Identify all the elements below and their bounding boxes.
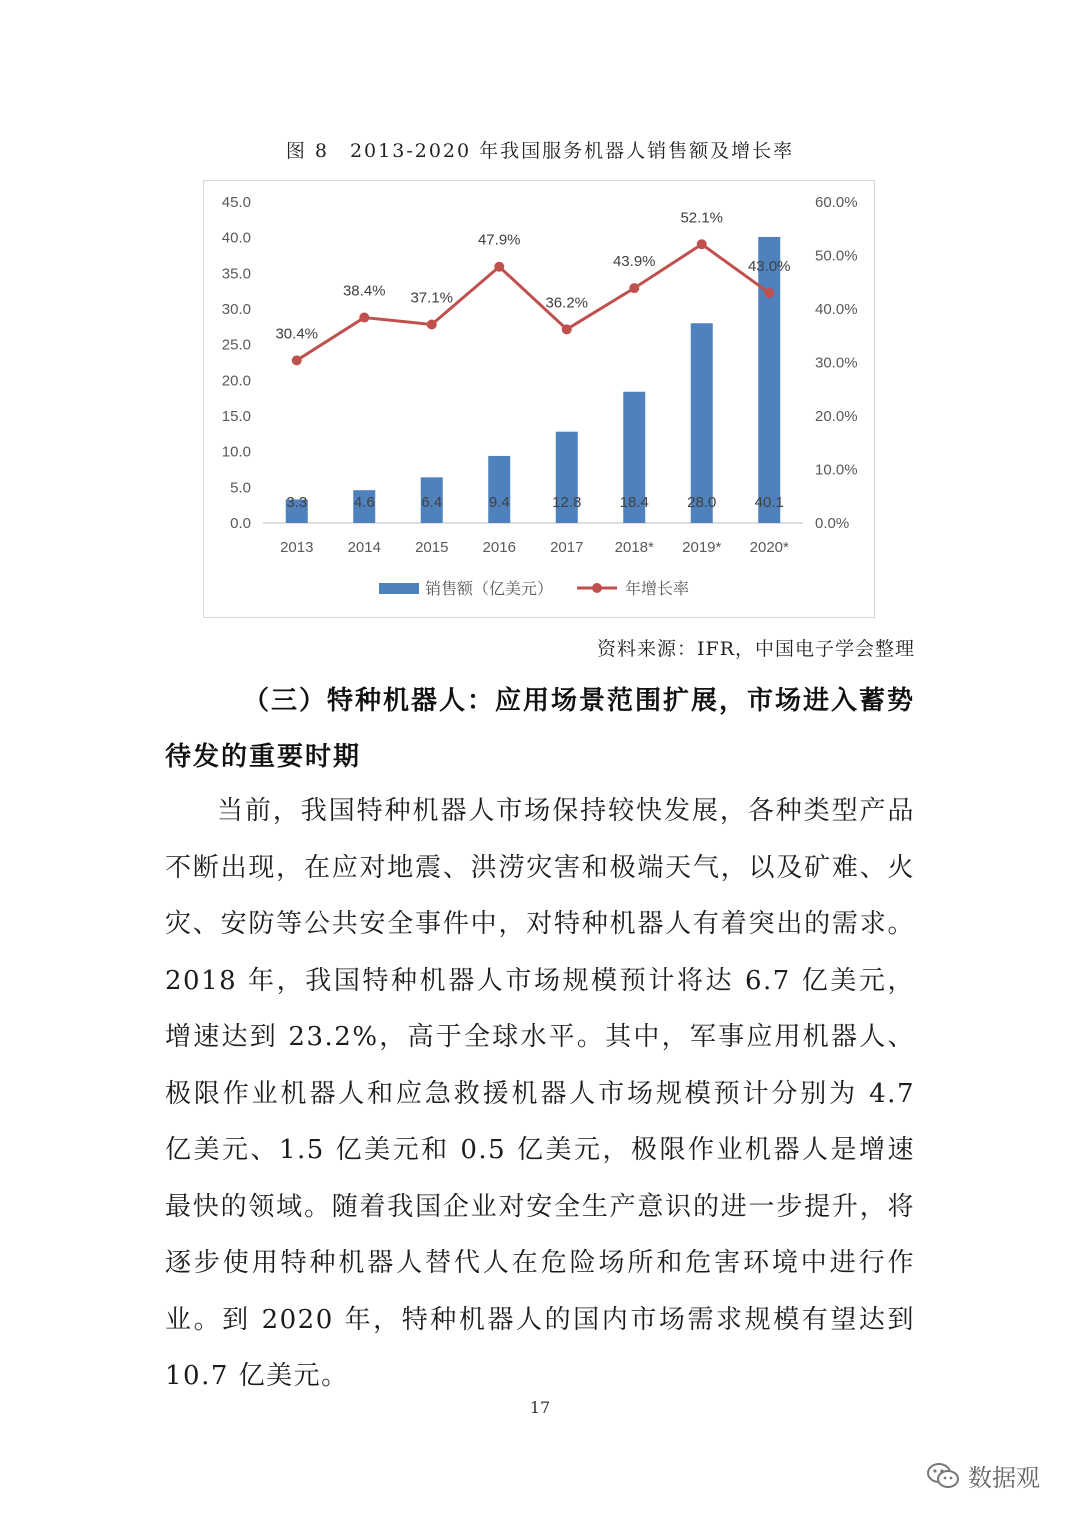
bar-value-label: 9.4 (488, 494, 510, 511)
watermark (926, 1458, 1040, 1493)
y-right-tick-label: 10.0% (815, 461, 858, 479)
bar-value-label: 28.0 (687, 494, 717, 511)
growth-rate-label: 43.0% (747, 257, 791, 275)
growth-rate-label: 52.1% (680, 209, 724, 227)
y-right-tick-label: 50.0% (815, 247, 858, 265)
wechat-icon (926, 1461, 960, 1491)
bar (488, 456, 510, 523)
growth-rate-label: 47.9% (477, 231, 521, 249)
legend-bar-swatch (379, 583, 419, 594)
x-tick-label: 2019* (682, 539, 722, 556)
page-number: 17 (529, 1398, 551, 1417)
growth-rate-point (292, 355, 302, 365)
bar-value-label: 40.1 (754, 494, 784, 511)
y-left-tick-label: 15.0 (221, 408, 251, 425)
growth-rate-label: 38.4% (342, 282, 386, 300)
source-note: 资料来源：IFR，中国电子学会整理 (597, 638, 915, 660)
growth-rate-label: 43.9% (612, 253, 656, 271)
x-tick-label: 2020* (749, 539, 789, 556)
growth-rate-point (359, 313, 369, 323)
section-heading-line-1: （三）特种机器人：应用场景范围扩展，市场进入蓄势 (242, 686, 915, 716)
y-right-tick-label: 0.0% (815, 515, 850, 532)
bar-value-label: 4.6 (353, 494, 375, 511)
bar-value-label: 3.3 (286, 494, 308, 511)
growth-rate-point (697, 239, 707, 249)
y-left-tick-label: 0.0 (230, 515, 251, 532)
growth-rate-point (629, 283, 639, 293)
legend-line-label: 年增长率 (625, 581, 690, 598)
bar-value-label: 18.4 (619, 494, 649, 511)
body-text (165, 783, 915, 1405)
bar (758, 237, 780, 523)
bar-value-label: 12.8 (552, 494, 582, 511)
x-tick-label: 2016 (482, 539, 516, 556)
growth-rate-label: 30.4% (275, 325, 319, 343)
y-left-tick-label: 45.0 (221, 194, 251, 211)
y-right-tick-label: 40.0% (815, 301, 858, 318)
body-paragraph: 当前，我国特种机器人市场保持较快发展，各种类型产品不断出现，在应对地震、洪涝灾害和极端天气，以及矿难、火灾、安防等公共安全事件中，对特种机器人有着突出的需求。2018 年，我国特种机器人市场规模预计将达 6.7 亿美元，增速达到 23.2%，高于全球水平。其中，军事应用机器人、极限作业机器人和应急救援机器人市场规模预计分别为 4.7 亿美元、1.5 亿美元和 0.5 亿美元，极限作业机器人是增速最快的领域。随着我国企业对安全生产意识的进一步提升，将逐步使用特种机器人替代人在危险场所和危害环境中进行作业。到 2020 年，特种机器人的国内市场需求规模有望达到 10.7 亿美元。 (165, 796, 915, 1391)
y-left-tick-label: 35.0 (221, 265, 251, 283)
watermark-text: 数据观 (968, 1464, 1040, 1492)
y-right-tick-label: 20.0% (815, 408, 858, 425)
figure-caption: 图 8 2013-2020 年我国服务机器人销售额及增长率 (285, 140, 795, 162)
x-tick-label: 2017 (550, 539, 584, 556)
growth-rate-point (427, 320, 437, 330)
y-left-tick-label: 40.0 (221, 229, 251, 247)
sales-growth-chart (203, 180, 875, 618)
legend-line-marker (592, 583, 602, 593)
y-right-tick-label: 60.0% (815, 194, 858, 211)
growth-rate-label: 36.2% (545, 294, 589, 312)
growth-rate-point (562, 324, 572, 334)
x-tick-label: 2014 (347, 539, 381, 556)
bar-value-label: 6.4 (421, 494, 443, 511)
y-left-tick-label: 30.0 (221, 301, 251, 318)
y-left-tick-label: 10.0 (221, 443, 251, 461)
x-tick-label: 2013 (280, 539, 314, 556)
growth-rate-point (764, 288, 774, 298)
y-left-tick-label: 25.0 (221, 336, 251, 354)
growth-rate-label: 37.1% (410, 289, 454, 307)
growth-rate-point (494, 262, 504, 272)
y-left-tick-label: 5.0 (230, 479, 251, 497)
section-heading-line-2: 待发的重要时期 (165, 742, 362, 772)
y-right-tick-label: 30.0% (815, 354, 858, 372)
x-tick-label: 2018* (614, 539, 654, 556)
x-tick-label: 2015 (415, 539, 449, 556)
legend-bar-label: 销售额（亿美元） (425, 581, 554, 598)
y-left-tick-label: 20.0 (221, 372, 251, 390)
